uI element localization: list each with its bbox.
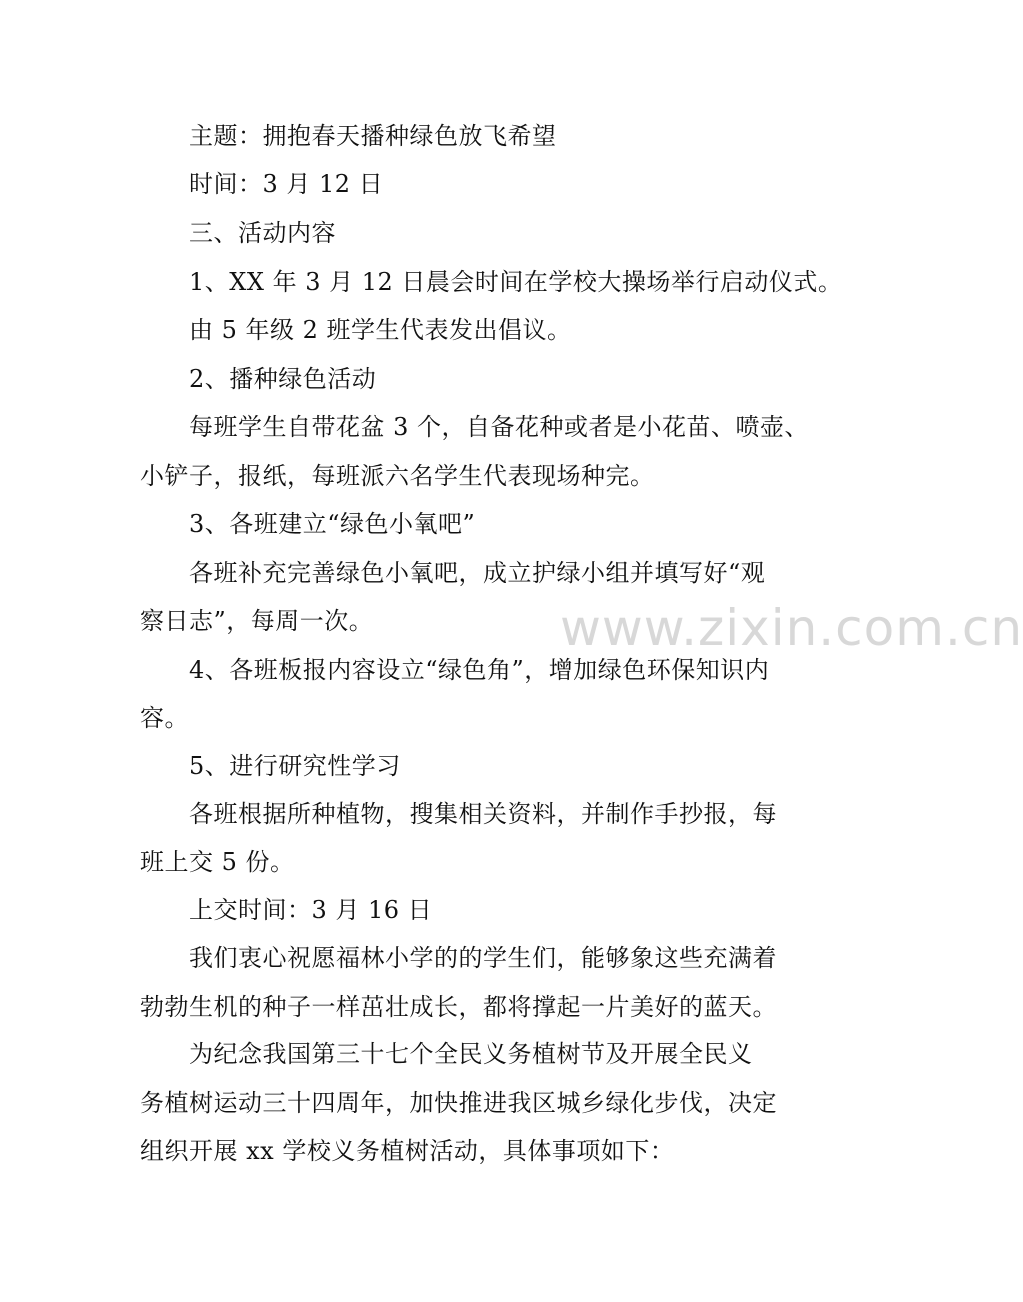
text-line: 时间：3 月 12 日 <box>189 170 384 198</box>
text-line: 2、播种绿色活动 <box>189 365 377 393</box>
text-line: 主题：拥抱春天播种绿色放飞希望 <box>189 122 557 150</box>
text-line: 各班根据所种植物，搜集相关资料，并制作手抄报，每 <box>189 800 777 828</box>
text-line: 5、进行研究性学习 <box>189 752 401 780</box>
text-line: 各班补充完善绿色小氧吧，成立护绿小组并填写好“观 <box>189 559 766 587</box>
text-line: 小铲子，报纸，每班派六名学生代表现场种完。 <box>140 462 655 490</box>
text-line: 4、各班板报内容设立“绿色角”，增加绿色环保知识内 <box>189 656 770 684</box>
text-line: 勃勃生机的种子一样茁壮成长，都将撑起一片美好的蓝天。 <box>140 993 777 1021</box>
text-line: 3、各班建立“绿色小氧吧” <box>189 510 476 538</box>
text-line: 1、XX 年 3 月 12 日晨会时间在学校大操场举行启动仪式。 <box>189 268 843 296</box>
text-line: 三、活动内容 <box>189 219 336 247</box>
text-line: 察日志”，每周一次。 <box>140 607 374 635</box>
text-line: 班上交 5 份。 <box>140 848 295 876</box>
text-line: 我们衷心祝愿福林小学的的学生们，能够象这些充满着 <box>189 944 777 972</box>
text-line: 容。 <box>140 704 189 732</box>
text-line: 为纪念我国第三十七个全民义务植树节及开展全民义 <box>189 1040 753 1068</box>
text-line: 上交时间：3 月 16 日 <box>189 896 433 924</box>
text-line: 务植树运动三十四周年，加快推进我区城乡绿化步伐，决定 <box>140 1089 777 1117</box>
text-line: 每班学生自带花盆 3 个，自备花种或者是小花苗、喷壶、 <box>189 413 810 441</box>
text-line: 由 5 年级 2 班学生代表发出倡议。 <box>189 316 572 344</box>
text-line: 组织开展 xx 学校义务植树活动，具体事项如下： <box>140 1137 675 1165</box>
watermark: www.zixin.com.cn <box>560 599 1023 657</box>
